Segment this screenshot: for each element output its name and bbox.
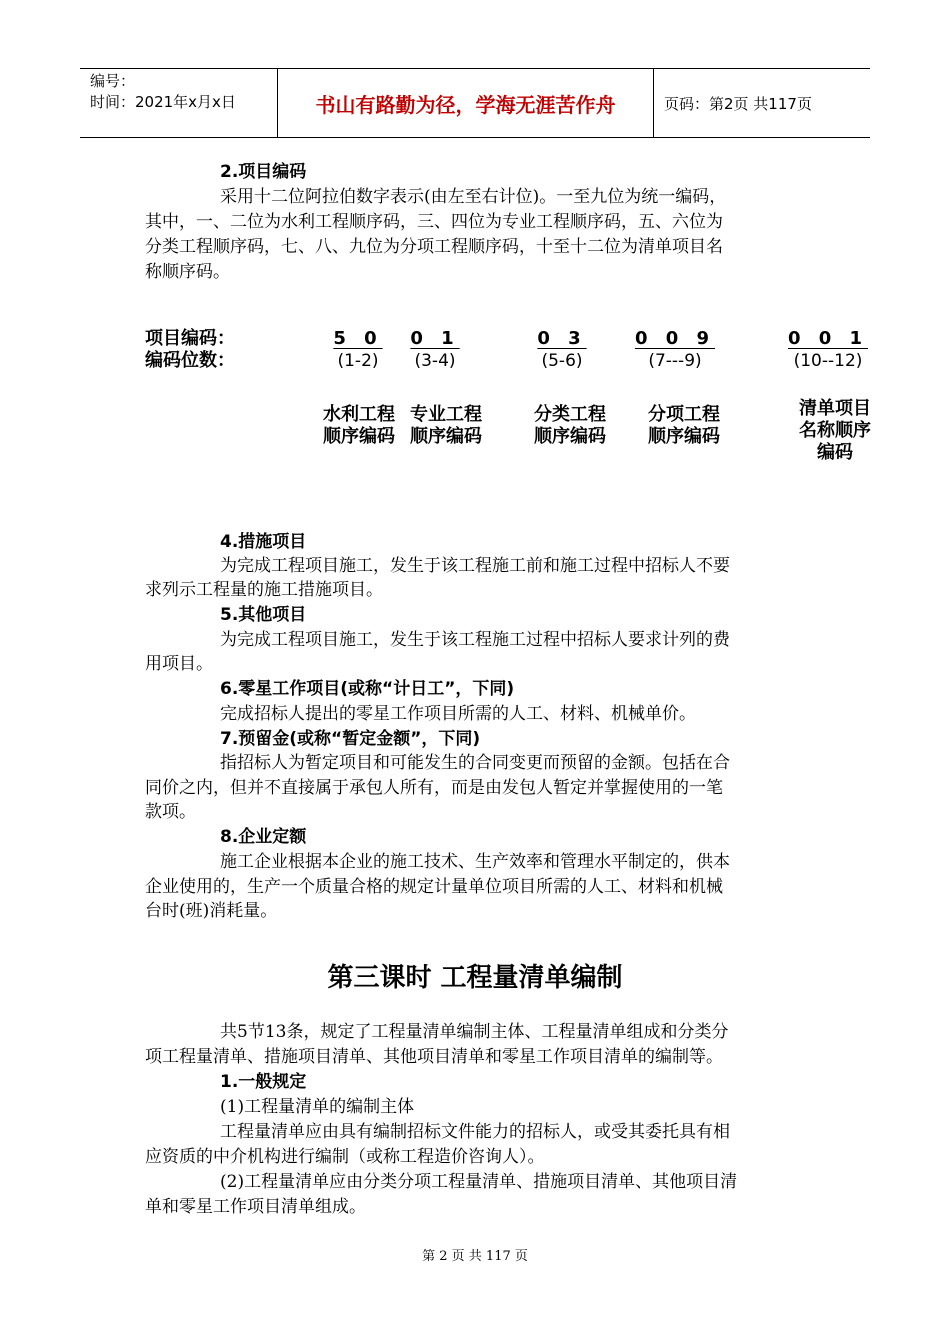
paragraph-line: 用项目。 [145, 654, 213, 674]
paragraph-line: 称顺序码。 [145, 262, 230, 282]
paragraph-line: 为完成工程项目施工，发生于该工程施工过程中招标人要求计列的费 [220, 630, 730, 650]
header-meta [80, 69, 278, 137]
paragraph-line: 应资质的中介机构进行编制（或称工程造价咨询人）。 [145, 1147, 545, 1167]
paragraph-line: 完成招标人提出的零星工作项目所需的人工、材料、机械单价。 [220, 704, 696, 724]
page-header [80, 68, 870, 138]
digits-label: 编码位数： [145, 350, 235, 371]
paragraph-line: 分类工程顺序码，七、八、九位为分项工程顺序码，十至十二位为清单项目名 [145, 237, 723, 257]
section-title: 7.预留金(或称“暂定金额”，下同) [220, 729, 481, 749]
paragraph-line: 施工企业根据本企业的施工技术、生产效率和管理水平制定的，供本 [220, 852, 730, 872]
code-group-1 [318, 328, 398, 372]
code-value: 0 3 [537, 328, 587, 349]
paragraph-line: (1)工程量清单的编制主体 [220, 1097, 415, 1117]
paragraph-line: 同价之内，但并不直接属于承包人所有，而是由发包人暂定并掌握使用的一笔 [145, 778, 723, 798]
section-title: 5.其他项目 [220, 605, 307, 625]
paragraph-line: 台时(班)消耗量。 [145, 901, 278, 921]
paragraph-line: 共5节13条，规定了工程量清单编制主体、工程量清单组成和分类分 [220, 1022, 729, 1042]
page-footer: 第 2 页 共 117 页 [422, 1249, 528, 1264]
code-group-2 [395, 328, 475, 372]
code-desc-1: 水利工程 顺序编码 [323, 404, 395, 447]
section-title: 2.项目编码 [220, 162, 307, 182]
code-range: (7---9) [648, 351, 702, 371]
section-title: 6.零星工作项目(或称“计日工”，下同) [220, 679, 515, 699]
paragraph-line: (2)工程量清单应由分类分项工程量清单、措施项目清单、其他项目清 [220, 1172, 738, 1192]
paragraph-line: 单和零星工作项目清单组成。 [145, 1197, 366, 1217]
code-label: 项目编码： [145, 328, 235, 349]
header-motto: 书山有路勤为径，学海无涯苦作舟 [278, 69, 654, 137]
header-page-info: 页码：第2页 共117页 [664, 94, 812, 113]
code-range: (5-6) [541, 351, 583, 371]
paragraph-line: 为完成工程项目施工，发生于该工程施工前和施工过程中招标人不要 [220, 556, 730, 576]
section-title: 4.措施项目 [220, 532, 307, 552]
code-desc-2: 专业工程 顺序编码 [410, 404, 482, 447]
code-desc-5: 清单项目 名称顺序 编码 [799, 398, 871, 463]
code-value: 0 1 [410, 328, 460, 349]
paragraph-line: 其中，一、二位为水利工程顺序码，三、四位为专业工程顺序码，五、六位为 [145, 212, 723, 232]
code-value: 5 0 [333, 328, 383, 349]
paragraph-line: 项工程量清单、措施项目清单、其他项目清单和零星工作项目清单的编制等。 [145, 1047, 723, 1067]
paragraph-line: 工程量清单应由具有编制招标文件能力的招标人，或受其委托具有相 [220, 1122, 730, 1142]
paragraph-line: 采用十二位阿拉伯数字表示(由左至右计位)。一至九位为统一编码， [220, 187, 727, 207]
date-label: 时间：2021年x月x日 [90, 93, 236, 111]
paragraph-line: 企业使用的，生产一个质量合格的规定计量单位项目所需的人工、材料和机械 [145, 877, 723, 897]
chapter-title: 第三课时 工程量清单编制 [327, 963, 623, 993]
section-title: 1.一般规定 [220, 1072, 307, 1092]
code-value: 0 0 9 [634, 328, 716, 349]
code-desc-4: 分项工程 顺序编码 [648, 404, 720, 447]
code-range: (1-2) [337, 351, 379, 371]
paragraph-line: 指招标人为暂定项目和可能发生的合同变更而预留的金额。包括在合 [220, 753, 730, 773]
paragraph-line: 求列示工程量的施工措施项目。 [145, 580, 383, 600]
code-group-4 [630, 328, 720, 372]
section-title: 8.企业定额 [220, 827, 307, 847]
code-range: (3-4) [414, 351, 456, 371]
code-value: 0 0 1 [787, 328, 869, 349]
number-label: 编号： [90, 72, 136, 90]
code-range: (10--12) [793, 351, 863, 371]
code-group-5 [780, 328, 876, 372]
code-group-3 [522, 328, 602, 372]
code-desc-3: 分类工程 顺序编码 [534, 404, 606, 447]
paragraph-line: 款项。 [145, 802, 196, 822]
